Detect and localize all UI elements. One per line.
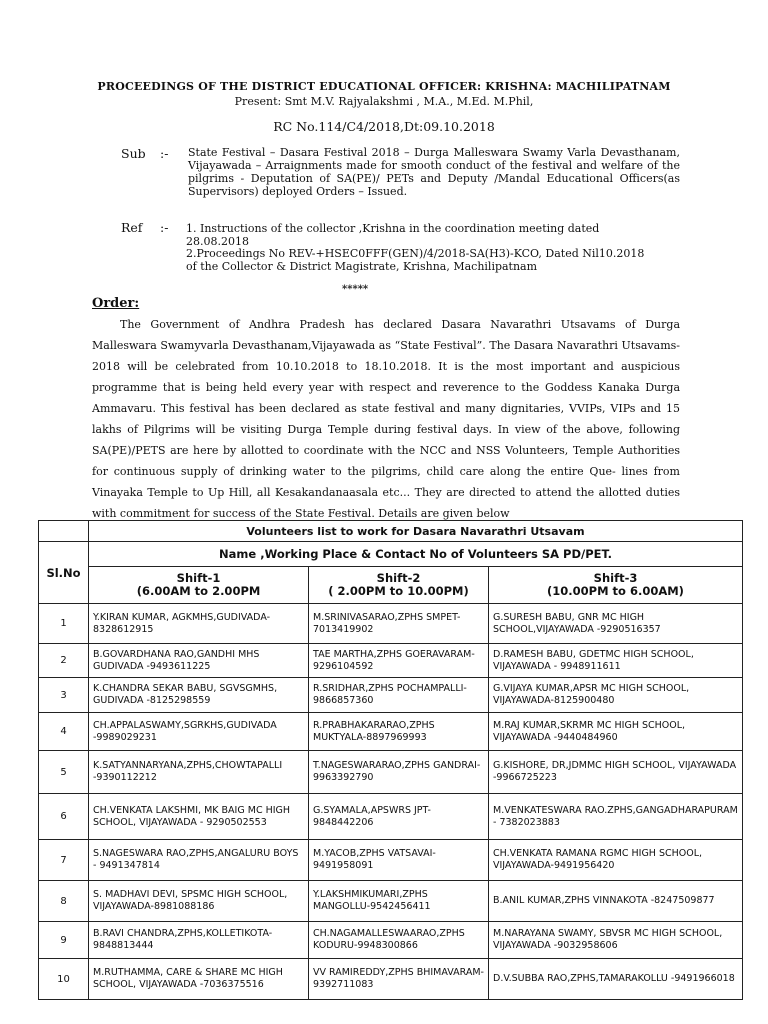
shift-3-volunteer: D.V.SUBBA RAO,ZPHS,TAMARAKOLLU -9491966018: [489, 959, 743, 1000]
shift-1-volunteer: B.GOVARDHANA RAO,GANDHI MHS GUDIVADA -9493611225: [89, 644, 309, 678]
row-slno: 5: [39, 751, 89, 794]
table-row: [39, 604, 743, 644]
table-row: [39, 713, 743, 751]
shift-2-volunteer: R.SRIDHAR,ZPHS POCHAMPALLI-9866857360: [309, 678, 489, 713]
shift-1-volunteer: CH.VENKATA LAKSHMI, MK BAIG MC HIGH SCHOOL, VIJAYAWADA - 9290502553: [89, 794, 309, 840]
table-row: [39, 922, 743, 959]
shift-2-volunteer: R.PRABHAKARARAO,ZPHS MUKTYALA-8897969993: [309, 713, 489, 751]
order-heading: Order:: [92, 296, 140, 311]
row-slno: 4: [39, 713, 89, 751]
reference-separator: :-: [160, 220, 169, 235]
shift-3-volunteer: M.VENKATESWARA RAO.ZPHS,GANGADHARAPURAM - 7382023883: [489, 794, 743, 840]
row-slno: 7: [39, 840, 89, 881]
shift-1-volunteer: K.CHANDRA SEKAR BABU, SGVSGMHS, GUDIVADA -8125298559: [89, 678, 309, 713]
shift-1-volunteer: K.SATYANNARYANA,ZPHS,CHOWTAPALLI -9390112212: [89, 751, 309, 794]
shift-2-volunteer: VV RAMIREDDY,ZPHS BHIMAVARAM-9392711083: [309, 959, 489, 1000]
reference-label: Ref: [121, 220, 143, 235]
proceedings-title: PROCEEDINGS OF THE DISTRICT EDUCATIONAL OFFICER: KRISHNA: MACHILIPATNAM: [97, 80, 671, 93]
shift-1-volunteer: Y.KIRAN KUMAR, AGKMHS,GUDIVADA-8328612915: [89, 604, 309, 644]
slno-header: Sl.No: [39, 542, 89, 604]
table-row: [39, 751, 743, 794]
shift-2-volunteer: M.YACOB,ZPHS VATSAVAI-9491958091: [309, 840, 489, 881]
shift-1-header: [89, 567, 309, 604]
section-divider-stars: *****: [342, 284, 369, 295]
row-slno: 3: [39, 678, 89, 713]
row-slno: 8: [39, 881, 89, 922]
subject-text: State Festival – Dasara Festival 2018 – Durga Malleswara Swamy Varla Devasthanam, Vijayawada – Arraignments made for smooth conduct of the festival and welfare of the pilgrims - Deputation of SA(PE)/ PETs and Deputy /Mandal Educational Officers(as Supervisors) deployed Orders – Issued.: [188, 146, 680, 198]
row-slno: 10: [39, 959, 89, 1000]
shift-3-volunteer: G.VIJAYA KUMAR,APSR MC HIGH SCHOOL, VIJAYAWADA-8125900480: [489, 678, 743, 713]
table-row: [39, 959, 743, 1000]
present-officer: Present: Smt M.V. Rajyalakshmi , M.A., M.Ed. M.Phil,: [234, 95, 534, 108]
shift-2-volunteer: G.SYAMALA,APSWRS JPT-9848442206: [309, 794, 489, 840]
row-slno: 9: [39, 922, 89, 959]
shift-3-volunteer: B.ANIL KUMAR,ZPHS VINNAKOTA -8247509877: [489, 881, 743, 922]
shift-3-header: [489, 567, 743, 604]
shift-1-name: Shift-1: [176, 571, 221, 585]
shift-2-volunteer: T.NAGESWARARAO,ZPHS GANDRAI-9963392790: [309, 751, 489, 794]
reference-item-2: 2.Proceedings No REV-+HSEC0FFF(GEN)/4/2018-SA(H3)-KCO, Dated Nil10.2018 of the Collector & District Magistrate, Krishna, Machilipatnam: [186, 247, 645, 273]
shift-2-header: [309, 567, 489, 604]
shift-1-volunteer: S.NAGESWARA RAO,ZPHS,ANGALURU BOYS - 9491347814: [89, 840, 309, 881]
shift-2-name: Shift-2: [376, 571, 421, 585]
subject-separator: :-: [160, 146, 169, 161]
shift-3-name: Shift-3: [593, 571, 638, 585]
shift-3-volunteer: CH.VENKATA RAMANA RGMC HIGH SCHOOL, VIJAYAWADA-9491956420: [489, 840, 743, 881]
table-subcaption: Name ,Working Place & Contact No of Volunteers SA PD/PET.: [89, 542, 743, 567]
table-row: [39, 840, 743, 881]
row-slno: 2: [39, 644, 89, 678]
shift-2-time: ( 2.00PM to 10.00PM): [328, 584, 469, 598]
volunteers-table: [38, 520, 743, 1000]
shift-3-volunteer: M.NARAYANA SWAMY, SBVSR MC HIGH SCHOOL, VIJAYAWADA -9032958606: [489, 922, 743, 959]
shift-3-volunteer: G.SURESH BABU, GNR MC HIGH SCHOOL,VIJAYAWADA -9290516357: [489, 604, 743, 644]
subject-label: Sub: [121, 146, 146, 161]
shift-2-volunteer: TAE MARTHA,ZPHS GOERAVARAM-9296104592: [309, 644, 489, 678]
table-caption: Volunteers list to work for Dasara Navarathri Utsavam: [89, 521, 743, 542]
shift-2-volunteer: CH.NAGAMALLESWAARAO,ZPHS KODURU-9948300866: [309, 922, 489, 959]
shift-1-volunteer: CH.APPALASWAMY,SGRKHS,GUDIVADA -9989029231: [89, 713, 309, 751]
shift-1-volunteer: S. MADHAVI DEVI, SPSMC HIGH SCHOOL, VIJAYAWADA-8981088186: [89, 881, 309, 922]
table-row: [39, 678, 743, 713]
shift-3-volunteer: G.KISHORE, DR,JDMMC HIGH SCHOOL, VIJAYAWADA -9966725223: [489, 751, 743, 794]
reference-item-1: 1. Instructions of the collector ,Krishna in the coordination meeting dated 28.08.2018: [186, 222, 600, 248]
shift-3-volunteer: D.RAMESH BABU, GDETMC HIGH SCHOOL, VIJAYAWADA - 9948911611: [489, 644, 743, 678]
order-body: The Government of Andhra Pradesh has declared Dasara Navarathri Utsavams of Durga Malleswara Swamyvarla Devasthanam,Vijayawada as “State Festival”. The Dasara Navarathri Utsavams-2018 will be celebrated from 10.10.2018 to 18.10.2018. It is the most important and auspicious programme that is being held every year with respect and reverence to the Goddess Kanaka Durga Ammavaru. This festival has been declared as state festival and many dignitaries, VVIPs, VIPs and 15 lakhs of Pilgrims will be visiting Durga Temple during festival days. In view of the above, following SA(PE)/PETS are here by allotted to coordinate with the NCC and NSS Volunteers, Temple Authorities for continuous supply of drinking water to the pilgrims, child care along the entire Que- lines from Vinayaka Temple to Up Hill, all Kesakandanaasala etc... They are directed to attend the allotted duties with commitment for success of the State Festival. Details are given below: [92, 318, 680, 520]
shift-1-volunteer: M.RUTHAMMA, CARE & SHARE MC HIGH SCHOOL, VIJAYAWADA -7036375516: [89, 959, 309, 1000]
table-row: [39, 644, 743, 678]
shift-3-time: (10.00PM to 6.00AM): [547, 584, 684, 598]
row-slno: 1: [39, 604, 89, 644]
table-row: [39, 794, 743, 840]
rc-number: RC No.114/C4/2018,Dt:09.10.2018: [273, 119, 495, 134]
shift-1-time: (6.00AM to 2.00PM: [136, 584, 261, 598]
shift-2-volunteer: M.SRINIVASARAO,ZPHS SMPET-7013419902: [309, 604, 489, 644]
table-row: [39, 881, 743, 922]
row-slno: 6: [39, 794, 89, 840]
shift-1-volunteer: B.RAVI CHANDRA,ZPHS,KOLLETIKOTA-9848813444: [89, 922, 309, 959]
shift-3-volunteer: M.RAJ KUMAR,SKRMR MC HIGH SCHOOL, VIJAYAWADA -9440484960: [489, 713, 743, 751]
shift-2-volunteer: Y.LAKSHMIKUMARI,ZPHS MANGOLLU-9542456411: [309, 881, 489, 922]
